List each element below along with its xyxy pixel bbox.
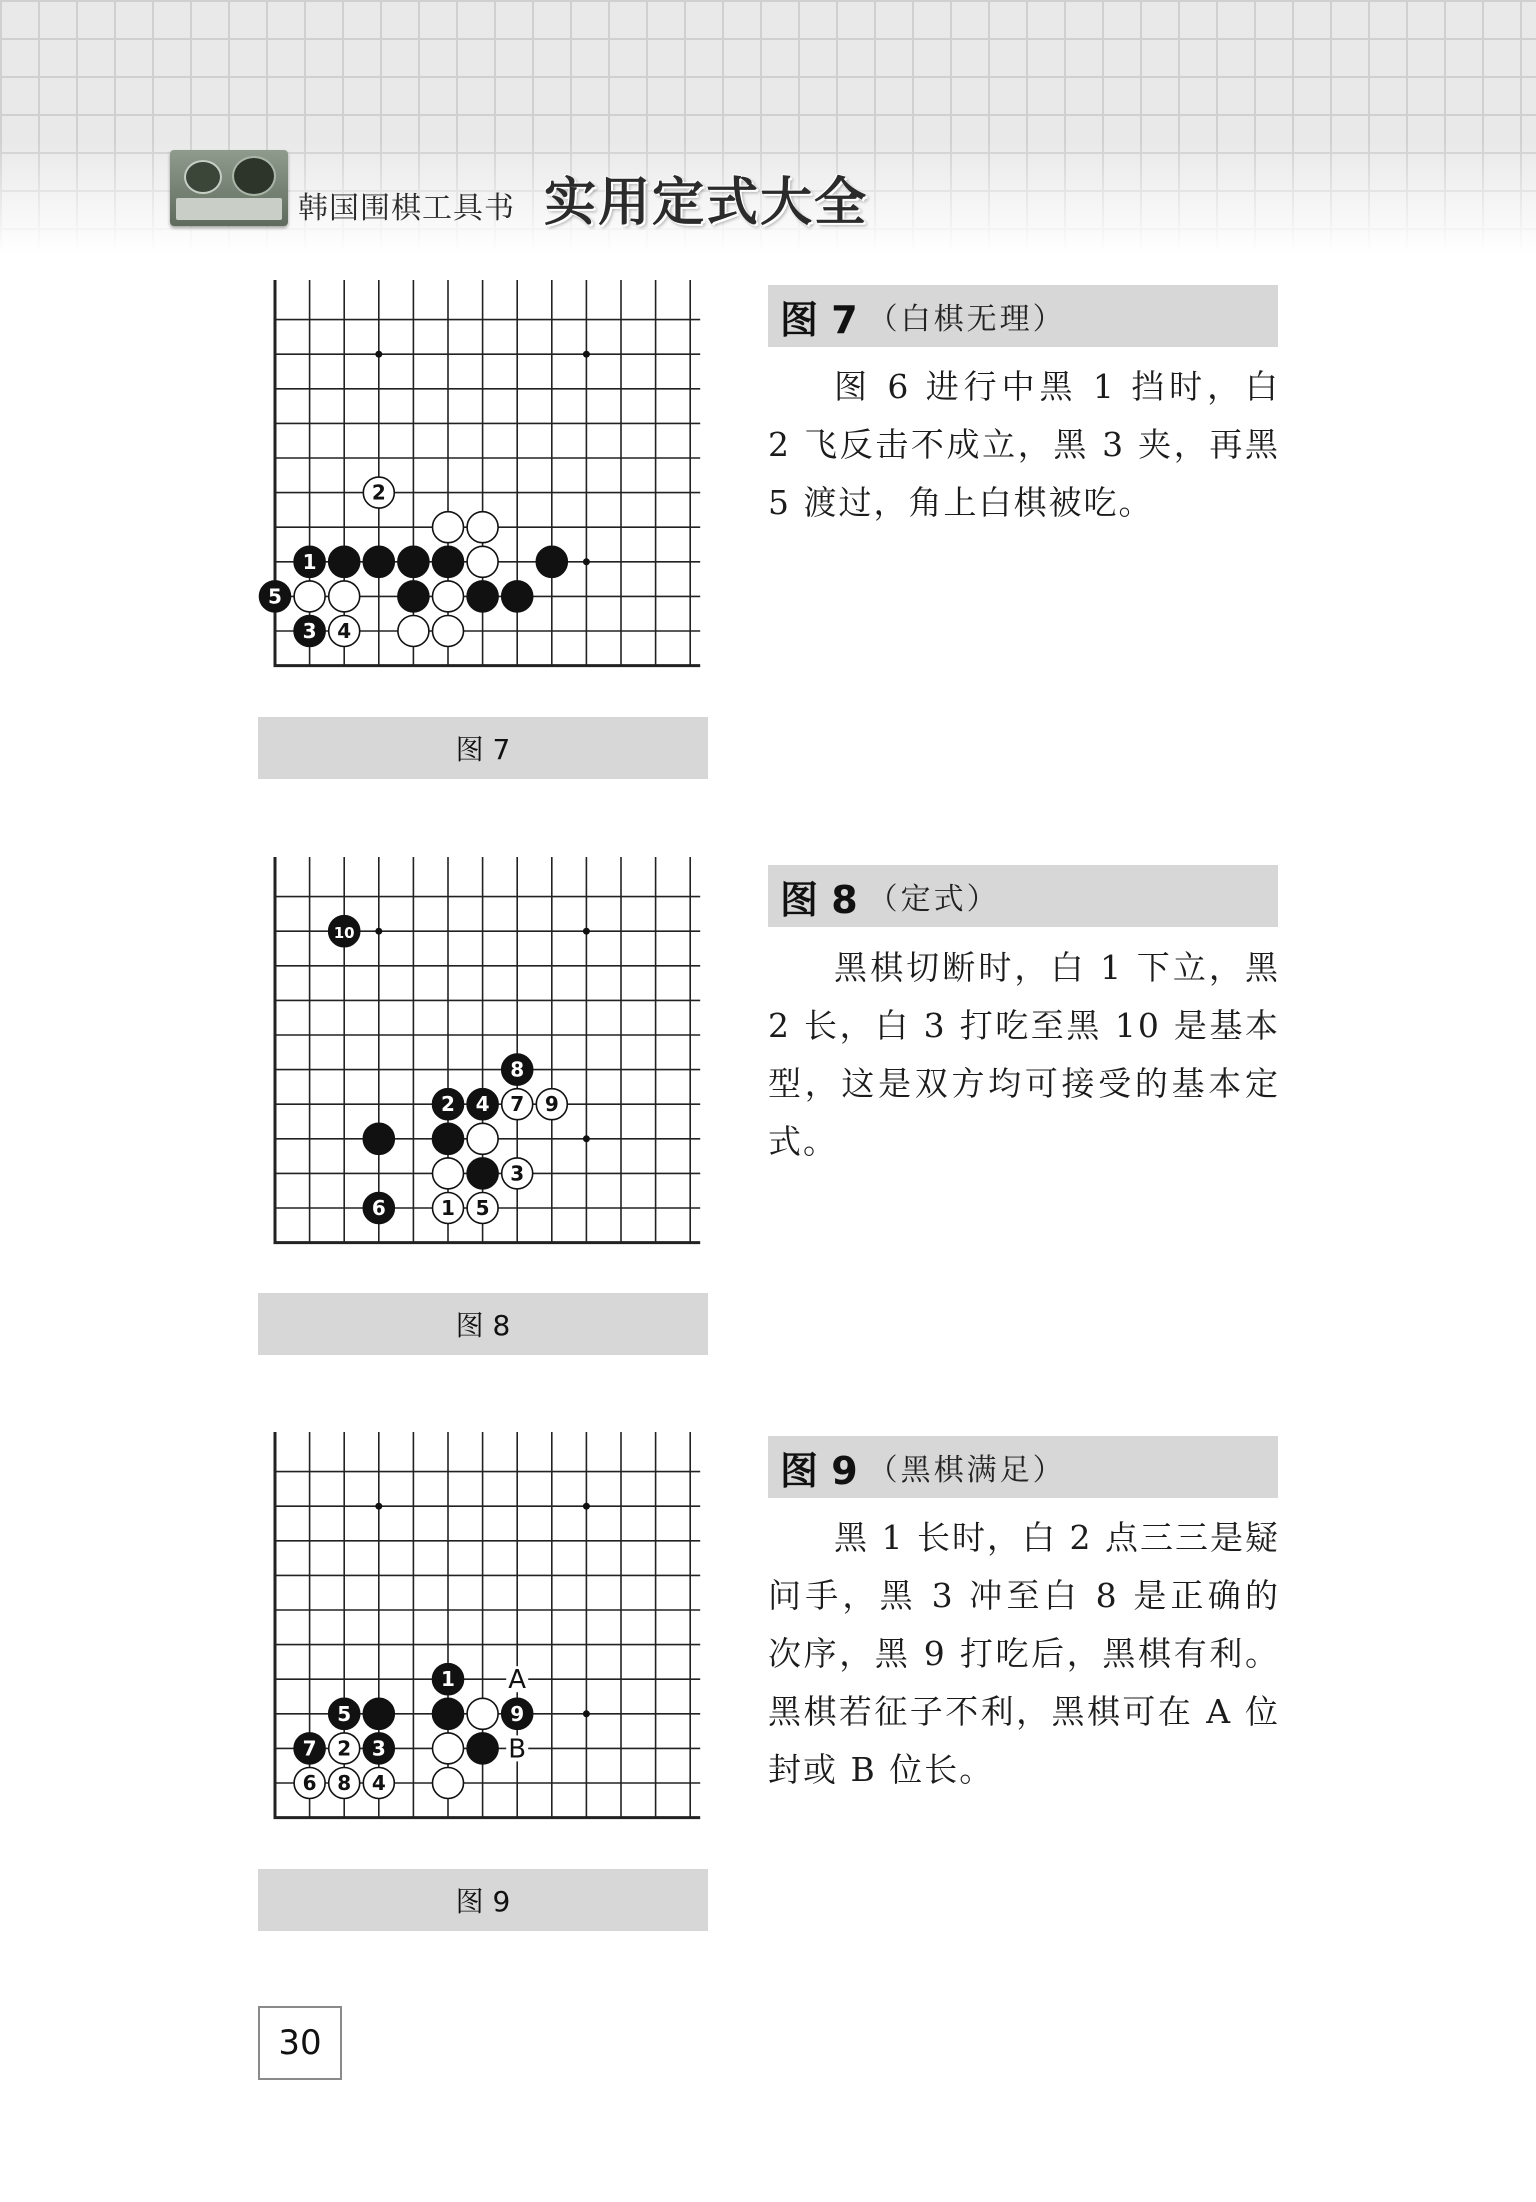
black-stone bbox=[467, 581, 498, 612]
stone-move-number: 7 bbox=[302, 1736, 317, 1761]
stone-move-number: 10 bbox=[333, 924, 355, 943]
stone-move-number: 9 bbox=[544, 1092, 559, 1117]
stone-move-number: 5 bbox=[475, 1196, 490, 1220]
page-header bbox=[0, 0, 1536, 255]
white-stone bbox=[433, 1733, 464, 1764]
stone-move-number: 4 bbox=[337, 619, 352, 643]
stone-move-number: 2 bbox=[371, 480, 386, 505]
stone-move-number: 8 bbox=[510, 1057, 525, 1082]
figure-9-title bbox=[768, 1436, 1278, 1498]
book-title: 实用定式大全 bbox=[544, 172, 869, 233]
figure-7-text: 图 6 进行中黑 1 挡时，白 2 飞反击不成立，黑 3 夹，再黑 5 渡过，角上白棋被吃。 bbox=[768, 367, 1280, 522]
star-point bbox=[583, 928, 590, 935]
star-point bbox=[375, 928, 382, 935]
black-stone bbox=[363, 1123, 394, 1154]
white-stone bbox=[433, 512, 464, 543]
figure-9-title-sub: （黑棋满足） bbox=[867, 1453, 1066, 1488]
stone-move-number: 7 bbox=[510, 1092, 525, 1117]
figure-8-caption: 图 8 bbox=[258, 1293, 708, 1355]
stone-move-number: 3 bbox=[302, 619, 317, 643]
black-stone bbox=[502, 581, 533, 612]
stone-move-number: 3 bbox=[510, 1161, 525, 1186]
star-point bbox=[583, 1135, 590, 1142]
star-point bbox=[583, 351, 590, 358]
figure-8-title bbox=[768, 865, 1278, 927]
stone-move-number: 1 bbox=[441, 1667, 455, 1692]
white-stone bbox=[329, 581, 360, 612]
stone-move-number: 1 bbox=[302, 549, 317, 574]
white-stone bbox=[467, 1123, 498, 1154]
stone-move-number: 4 bbox=[475, 1092, 490, 1117]
black-stone bbox=[363, 546, 394, 577]
star-point bbox=[583, 558, 590, 565]
stone-move-number: 2 bbox=[441, 1092, 455, 1117]
black-stone bbox=[467, 1158, 498, 1189]
stone-move-number: 8 bbox=[337, 1771, 352, 1795]
black-stone bbox=[398, 581, 429, 612]
white-stone bbox=[467, 512, 498, 543]
stone-move-number: 2 bbox=[337, 1736, 352, 1761]
figure-9-title-main: 图 9 bbox=[780, 1448, 858, 1493]
figure-8-title-main: 图 8 bbox=[780, 877, 858, 922]
go-stones-logo-icon bbox=[170, 150, 288, 226]
go-board-figure-7 bbox=[258, 280, 718, 700]
white-stone bbox=[294, 581, 325, 612]
star-point bbox=[583, 1710, 590, 1717]
black-stone bbox=[467, 1733, 498, 1764]
star-point bbox=[375, 1503, 382, 1510]
stone-move-number: 6 bbox=[371, 1196, 386, 1220]
white-stone bbox=[433, 616, 464, 647]
figure-8-title-sub: （定式） bbox=[867, 882, 1000, 917]
stone-move-number: 5 bbox=[337, 1701, 352, 1726]
position-letter: B bbox=[508, 1734, 527, 1765]
figure-9-caption: 图 9 bbox=[258, 1869, 708, 1931]
figure-8-text: 黑棋切断时，白 1 下立，黑 2 长，白 3 打吃至黑 10 是基本型，这是双方均可接受的基本定式。 bbox=[768, 948, 1280, 1161]
white-stone bbox=[398, 616, 429, 647]
black-stone bbox=[433, 1698, 464, 1729]
black-stone bbox=[329, 546, 360, 577]
black-stone bbox=[398, 546, 429, 577]
black-stone bbox=[433, 546, 464, 577]
figure-9-text: 黑 1 长时，白 2 点三三是疑问手，黑 3 冲至白 8 是正确的次序，黑 9 打吃后，黑棋有利。黑棋若征子不利，黑棋可在 A 位封或 B 位长。 bbox=[768, 1518, 1280, 1789]
black-stone bbox=[433, 1123, 464, 1154]
series-name: 韩国围棋工具书 bbox=[298, 191, 515, 226]
position-letter: A bbox=[508, 1665, 527, 1696]
white-stone bbox=[467, 1698, 498, 1729]
stone-move-number: 1 bbox=[441, 1196, 455, 1220]
go-board-figure-8 bbox=[258, 857, 718, 1277]
page-number: 30 bbox=[258, 2006, 342, 2080]
white-stone bbox=[433, 1768, 464, 1799]
black-stone bbox=[363, 1698, 394, 1729]
figure-7-caption: 图 7 bbox=[258, 717, 708, 779]
figure-7-title bbox=[768, 285, 1278, 347]
stone-move-number: 6 bbox=[302, 1771, 317, 1795]
white-stone bbox=[433, 581, 464, 612]
star-point bbox=[375, 351, 382, 358]
black-stone bbox=[536, 546, 567, 577]
figure-7-title-sub: （白棋无理） bbox=[867, 302, 1066, 337]
star-point bbox=[583, 1503, 590, 1510]
stone-move-number: 3 bbox=[371, 1736, 386, 1761]
stone-move-number: 5 bbox=[268, 584, 282, 609]
stone-move-number: 9 bbox=[510, 1701, 525, 1726]
go-board-figure-9 bbox=[258, 1432, 718, 1852]
white-stone bbox=[467, 546, 498, 577]
figure-7-title-main: 图 7 bbox=[780, 297, 858, 342]
stone-move-number: 4 bbox=[371, 1771, 386, 1795]
white-stone bbox=[433, 1158, 464, 1189]
